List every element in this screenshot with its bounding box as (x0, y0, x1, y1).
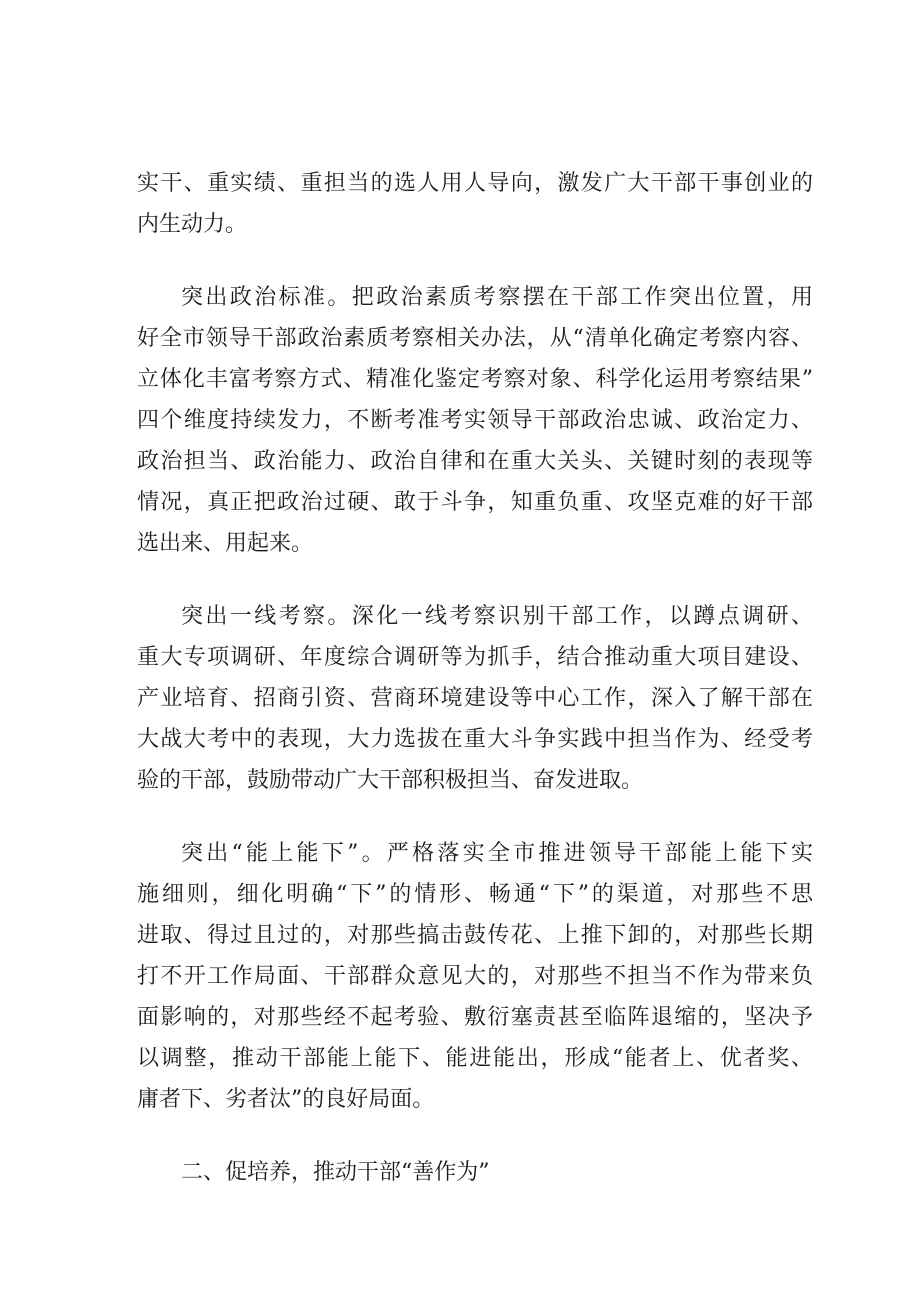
text-line: 实干、重实绩、重担当的选人用人导向，激发广大干部干事创业的 (137, 171, 813, 196)
text-line: 验的干部，鼓励带动广大干部积极担当、奋发进取。 (137, 768, 644, 793)
text-line: 庸者下、劣者汰”的良好局面。 (137, 1087, 435, 1112)
text-line: 四个维度持续发力，不断考准考实领导干部政治忠诚、政治定力、 (137, 408, 813, 433)
paragraph-frontline-inspection (137, 596, 813, 801)
text-line: 以调整，推动干部能上能下、能进能出，形成“能者上、优者奖、 (137, 1046, 813, 1071)
text-line: 施细则，细化明确“下”的情形、畅通“下”的渠道，对那些不思 (137, 882, 813, 907)
paragraph-up-and-down (137, 833, 813, 1120)
text-line: 大战大考中的表现，大力选拔在重大斗争实践中担当作为、经受考 (137, 727, 813, 752)
text-line: 立体化丰富考察方式、精准化鉴定考察对象、科学化运用考察结果” (137, 367, 813, 392)
document-body (137, 163, 813, 1193)
text-line: 突出“能上能下”。严格落实全市推进领导干部能上能下实 (181, 841, 813, 866)
text-line: 突出一线考察。深化一线考察识别干部工作，以蹲点调研、 (181, 604, 813, 629)
text-line: 进取、得过且过的，对那些搞击鼓传花、上推下卸的，对那些长期 (137, 923, 813, 948)
section-heading-text: 二、促培养，推动干部“善作为” (181, 1160, 490, 1185)
section-heading (137, 1152, 813, 1193)
text-line: 选出来、用起来。 (137, 531, 314, 556)
text-line: 重大专项调研、年度综合调研等为抓手，结合推动重大项目建设、 (137, 645, 813, 670)
text-line: 面影响的，对那些经不起考验、敷衍塞责甚至临阵退缩的，坚决予 (137, 1005, 813, 1030)
text-line: 打不开工作局面、干部群众意见大的，对那些不担当不作为带来负 (137, 964, 813, 989)
text-line: 好全市领导干部政治素质考察相关办法，从“清单化确定考察内容、 (137, 326, 813, 351)
paragraph-political-standard (137, 277, 813, 564)
text-line: 政治担当、政治能力、政治自律和在重大关头、关键时刻的表现等 (137, 449, 813, 474)
text-line: 情况，真正把政治过硬、敢于斗争，知重负重、攻坚克难的好干部 (137, 490, 813, 515)
paragraph-continuation (137, 163, 813, 245)
text-line: 产业培育、招商引资、营商环境建设等中心工作，深入了解干部在 (137, 686, 813, 711)
text-line: 内生动力。 (137, 212, 248, 237)
text-line: 突出政治标准。把政治素质考察摆在干部工作突出位置，用 (181, 285, 813, 310)
